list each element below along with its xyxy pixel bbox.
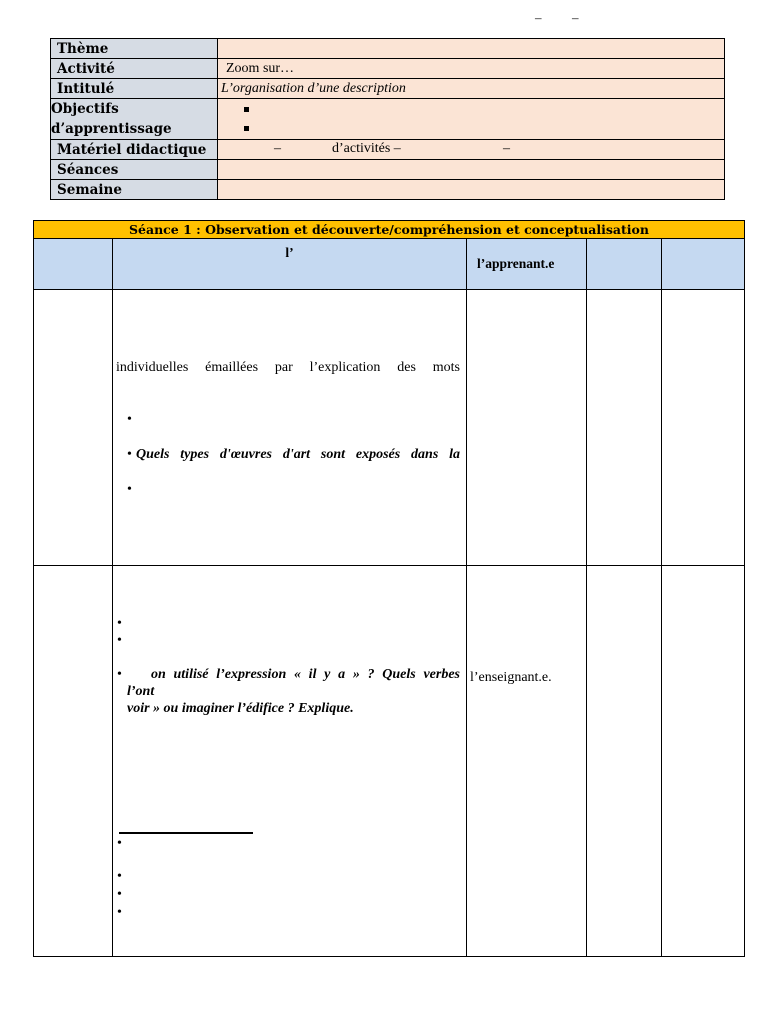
table-cell[interactable] bbox=[467, 566, 587, 957]
objectifs-label bbox=[51, 99, 218, 140]
column-header bbox=[587, 239, 662, 290]
intitule-value[interactable]: L’organisation d’une description bbox=[218, 79, 725, 99]
bullet-icon: • bbox=[117, 887, 122, 902]
question-text: voir » ou imaginer l’édifice ? Explique. bbox=[127, 701, 354, 716]
objectifs-label-line: Objectifs bbox=[51, 101, 119, 117]
header-dash: – bbox=[572, 10, 579, 25]
table-cell[interactable] bbox=[34, 566, 113, 957]
bullet-icon: • bbox=[117, 616, 122, 631]
bullet-icon: • bbox=[117, 869, 122, 884]
column-header: l’apprenant.e bbox=[467, 239, 587, 290]
materiel-dash: – bbox=[503, 141, 510, 156]
question-text: on utilisé l’expression « il y a » ? Quels verbes bbox=[151, 667, 460, 682]
table-cell[interactable] bbox=[113, 290, 467, 566]
cell-text: individuelles émaillées par l’explication des mots bbox=[116, 360, 460, 375]
info-table bbox=[50, 38, 725, 200]
underline-rule bbox=[119, 832, 253, 834]
bullet-icon: • bbox=[117, 633, 122, 648]
table-cell[interactable] bbox=[587, 566, 662, 957]
objectifs-label-line: d’apprentissage bbox=[51, 121, 172, 137]
table-cell[interactable] bbox=[34, 290, 113, 566]
square-bullet-icon bbox=[244, 107, 249, 112]
activite-value[interactable]: Zoom sur… bbox=[218, 59, 725, 79]
bullet-icon: • bbox=[117, 667, 122, 682]
semaine-label: Semaine bbox=[51, 180, 218, 200]
session-table bbox=[33, 220, 745, 957]
materiel-text: d’activités – bbox=[332, 141, 401, 156]
table-cell[interactable] bbox=[113, 566, 467, 957]
intitule-label: Intitulé bbox=[51, 79, 218, 99]
question-text: Quels types d'œuvres d'art sont exposés dans la bbox=[136, 447, 460, 462]
column-header: l’ bbox=[113, 239, 467, 290]
table-cell[interactable] bbox=[467, 290, 587, 566]
bullet-icon: • bbox=[127, 447, 132, 462]
square-bullet-icon bbox=[244, 126, 249, 131]
materiel-value[interactable] bbox=[218, 140, 725, 160]
bullet-icon: • bbox=[127, 412, 132, 427]
table-cell[interactable] bbox=[662, 290, 745, 566]
bullet-icon: • bbox=[117, 836, 122, 851]
bullet-icon: • bbox=[127, 482, 132, 497]
bullet-icon: • bbox=[117, 905, 122, 920]
question-text: l’ont bbox=[127, 684, 155, 699]
theme-value[interactable] bbox=[218, 39, 725, 59]
seances-label: Séances bbox=[51, 160, 218, 180]
seances-value[interactable] bbox=[218, 160, 725, 180]
table-cell[interactable] bbox=[662, 566, 745, 957]
column-header bbox=[34, 239, 113, 290]
header-dash: – bbox=[535, 10, 542, 25]
objectifs-value[interactable] bbox=[218, 99, 725, 140]
table-cell[interactable] bbox=[587, 290, 662, 566]
objective-item bbox=[222, 100, 724, 119]
cell-text: l’enseignant.e. bbox=[470, 670, 552, 685]
objective-item bbox=[222, 119, 724, 138]
session-title: Séance 1 : Observation et découverte/compréhension et conceptualisation bbox=[34, 221, 745, 239]
semaine-value[interactable] bbox=[218, 180, 725, 200]
activite-label: Activité bbox=[51, 59, 218, 79]
theme-label: Thème bbox=[51, 39, 218, 59]
column-header bbox=[662, 239, 745, 290]
materiel-dash: – bbox=[274, 141, 281, 156]
materiel-label: Matériel didactique bbox=[51, 140, 218, 160]
